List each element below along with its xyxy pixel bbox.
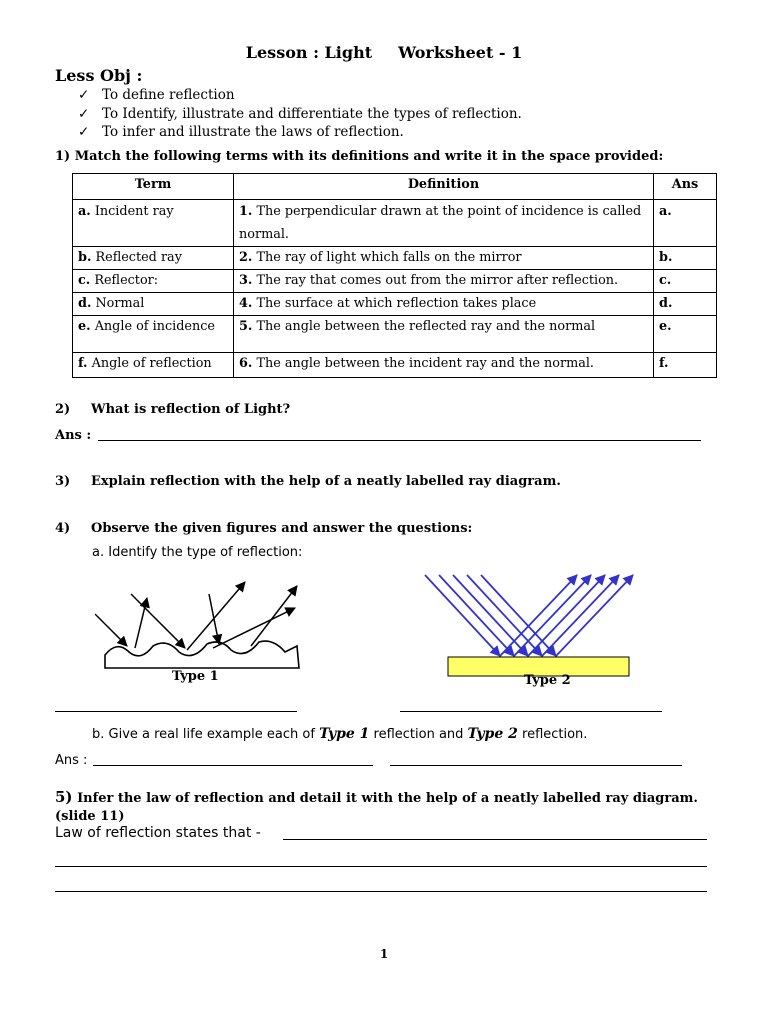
definition-cell: The perpendicular drawn at the point of incidence is called normal. [239,204,642,242]
q5-answer-line-2[interactable] [55,866,707,867]
table-row: c. Reflector: 3. The ray that comes out from the mirror after reflection. c. [73,270,717,293]
type2-answer-line[interactable] [400,711,662,712]
definition-cell: The ray that comes out from the mirror after reflection. [256,273,619,288]
objective-item: ✓ To Identify, illustrate and differentiate the types of reflection. [78,105,522,122]
q4b-answer-label: Ans : [55,753,88,768]
match-table [72,173,717,378]
type2-label: Type 2 [524,673,571,688]
check-icon: ✓ [78,105,90,122]
answer-cell[interactable]: c. [659,273,672,288]
definition-cell: The angle between the reflected ray and the normal [256,319,596,334]
q2-answer-line[interactable] [98,440,701,441]
page-number: 1 [379,947,389,961]
definition-cell: The angle between the incident ray and the normal. [256,356,594,371]
table-row: e. Angle of incidence 5. The angle between the reflected ray and the normal e. [73,316,717,353]
objectives-list [78,86,522,142]
q4a-prompt: a. Identify the type of reflection: [92,545,303,560]
type1-figure [95,580,315,675]
lesson-title: Lesson : Light [245,43,373,62]
check-icon: ✓ [78,87,90,103]
type1-label: Type 1 [172,669,219,684]
answer-cell[interactable]: a. [659,204,672,219]
question-1: 1) Match the following terms with its definitions and write it in the space provided: [55,149,664,164]
definition-cell: The ray of light which falls on the mirror [256,250,522,265]
header-ans: Ans [654,174,717,200]
objective-item: ✓ To define reflection [78,87,235,103]
term-cell: Angle of reflection [91,356,212,371]
term-cell: Normal [95,296,145,311]
q4b-prompt: b. Give a real life example each of Type 1 reflection and Type 2 reflection. [92,726,588,742]
worksheet-title [0,43,768,62]
answer-cell[interactable]: e. [659,319,672,334]
term-cell: Reflected ray [95,250,182,265]
objectives-heading: Less Obj : [55,66,143,85]
question-4: 4) Observe the given figures and answer the questions: [55,521,473,536]
answer-cell[interactable]: f. [659,356,669,371]
question-2: 2) What is reflection of Light? [55,402,291,417]
question-3: 3) Explain reflection with the help of a neatly labelled ray diagram. [55,474,561,489]
law-prompt: Law of reflection states that - [55,825,261,841]
answer-cell[interactable]: d. [659,296,673,311]
term-cell: Incident ray [94,204,174,219]
incident-rays [425,575,556,656]
type2-figure [420,570,640,682]
q4b-answer-line-2[interactable] [390,765,682,766]
objective-item: ✓ To infer and illustrate the laws of reflection. [78,124,404,140]
term-cell: Reflector: [94,273,159,288]
table-row: f. Angle of reflection 6. The angle between the incident ray and the normal. f. [73,353,717,378]
q5-answer-line-3[interactable] [55,891,707,892]
table-row: d. Normal 4. The surface at which reflection takes place d. [73,293,717,316]
q4b-answer-line-1[interactable] [93,765,373,766]
rough-surface [105,641,299,668]
header-term: Term [73,174,234,200]
worksheet-number: Worksheet - 1 [398,43,523,62]
question-5: 5) Infer the law of reflection and detail it with the help of a neatly labelled ray diagram. (slide 11) [55,788,698,824]
header-definition: Definition [234,174,654,200]
table-row: b. Reflected ray 2. The ray of light which falls on the mirror b. [73,247,717,270]
reflected-rays [500,575,633,656]
answer-cell[interactable]: b. [659,250,673,265]
check-icon: ✓ [78,124,90,140]
type1-answer-line[interactable] [55,711,297,712]
table-row: a. Incident ray 1. The perpendicular drawn at the point of incidence is called normal. a. [73,200,717,247]
definition-cell: The surface at which reflection takes place [256,296,537,311]
term-cell: Angle of incidence [94,319,215,334]
q5-answer-line-1[interactable] [283,839,707,840]
q2-answer-label: Ans : [55,428,92,443]
